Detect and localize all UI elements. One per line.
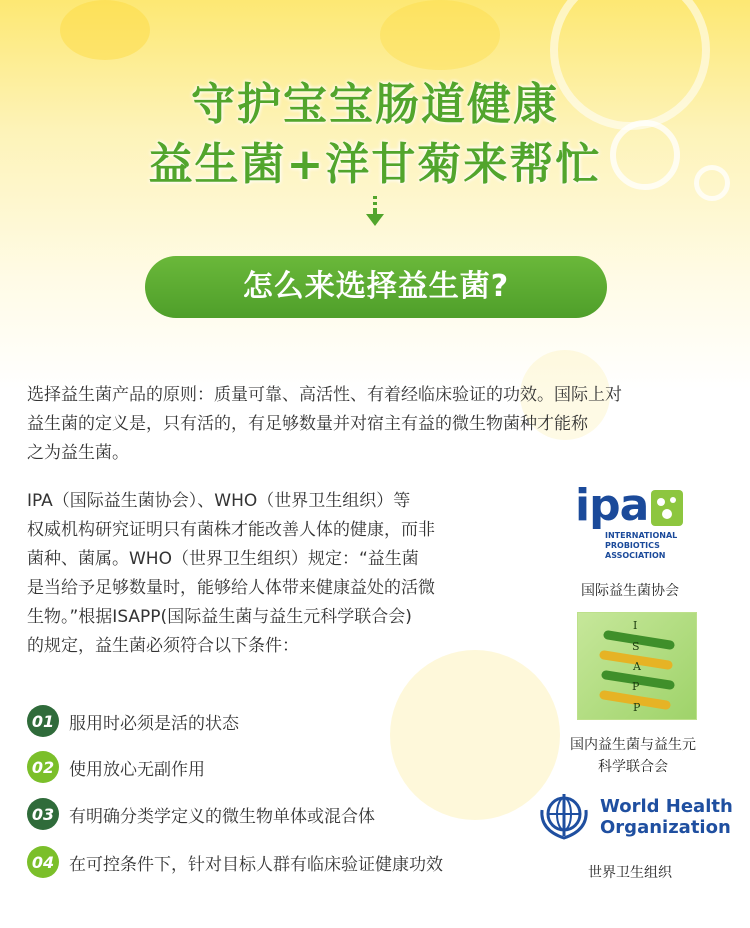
who-caption: 世界卫生组织: [588, 865, 672, 881]
condition-text: 在可控条件下，针对目标人群有临床验证健康功效: [69, 854, 443, 875]
body-line: 权威机构研究证明只有菌株才能改善人体的健康，而非: [27, 520, 435, 540]
isapp-letter: P: [633, 701, 641, 714]
ipa-subtitle-line: ASSOCIATION: [605, 551, 666, 560]
condition-item: [27, 750, 205, 784]
background-blob: [380, 0, 500, 70]
condition-item: [27, 797, 375, 831]
who-wordmark: [600, 796, 733, 838]
condition-item: [27, 704, 239, 738]
intro-line: 选择益生菌产品的原则：质量可靠、高活性、有着经临床验证的功效。国际上对: [27, 385, 622, 405]
section-heading-pill: 怎么来选择益生菌?: [145, 256, 607, 318]
isapp-caption: [548, 734, 718, 778]
intro-line: 之为益生菌。: [27, 443, 129, 463]
isapp-letter: A: [633, 660, 641, 673]
intro-line: 益生菌的定义是，只有活的，有足够数量并对宿主有益的微生物菌种才能称: [27, 414, 588, 434]
condition-item: [27, 845, 443, 879]
isapp-caption-line: 科学联合会: [598, 759, 668, 775]
condition-text: 服用时必须是活的状态: [69, 713, 239, 734]
condition-number-badge: 02: [27, 751, 59, 783]
who-wordmark-line: Organization: [600, 817, 731, 838]
isapp-caption-line: 国内益生菌与益生元: [570, 737, 696, 753]
isapp-letter: S: [632, 640, 640, 653]
condition-text: 使用放心无副作用: [69, 759, 205, 780]
isapp-logo: [577, 612, 697, 720]
condition-number-badge: 03: [27, 798, 59, 830]
headline-line2: 益生菌+洋甘菊来帮忙: [148, 139, 602, 190]
body-line: 是当给予足够数量时，能够给人体带来健康益处的活微: [27, 578, 435, 598]
ipa-bacteria-icon: [649, 488, 685, 528]
isapp-letter: P: [632, 680, 640, 693]
background-blob: [60, 0, 150, 60]
who-emblem-icon: [536, 790, 592, 842]
headline-line1: 守护宝宝肠道健康: [191, 79, 559, 130]
body-line: 菌种、菌属。WHO（世界卫生组织）规定：“益生菌: [27, 549, 419, 569]
ipa-subtitle-line: INTERNATIONAL: [605, 531, 678, 540]
background-bacteria-shape: [390, 650, 560, 820]
ipa-subtitle-line: PROBIOTICS: [605, 541, 660, 550]
condition-number-badge: 04: [27, 846, 59, 878]
who-wordmark-line: World Health: [600, 796, 733, 817]
body-line: 的规定，益生菌必须符合以下条件：: [27, 636, 299, 656]
who-logo: [536, 790, 733, 842]
down-arrow-icon: [365, 196, 385, 232]
ipa-logo-wordmark: ipa: [575, 480, 649, 531]
isapp-helix-icon: [578, 613, 696, 719]
ipa-logo: [571, 478, 689, 574]
condition-number-badge: 01: [27, 705, 59, 737]
intro-paragraph: [27, 381, 727, 468]
isapp-letter: I: [633, 619, 638, 632]
body-line: 生物。”根据ISAPP(国际益生菌与益生元科学联合会): [27, 607, 412, 627]
ipa-logo-subtitle: [605, 531, 677, 561]
body-paragraph: [27, 487, 537, 661]
condition-text: 有明确分类学定义的微生物单体或混合体: [69, 806, 375, 827]
body-line: IPA（国际益生菌协会）、WHO（世界卫生组织）等: [27, 491, 411, 511]
ipa-caption: 国际益生菌协会: [581, 583, 679, 599]
